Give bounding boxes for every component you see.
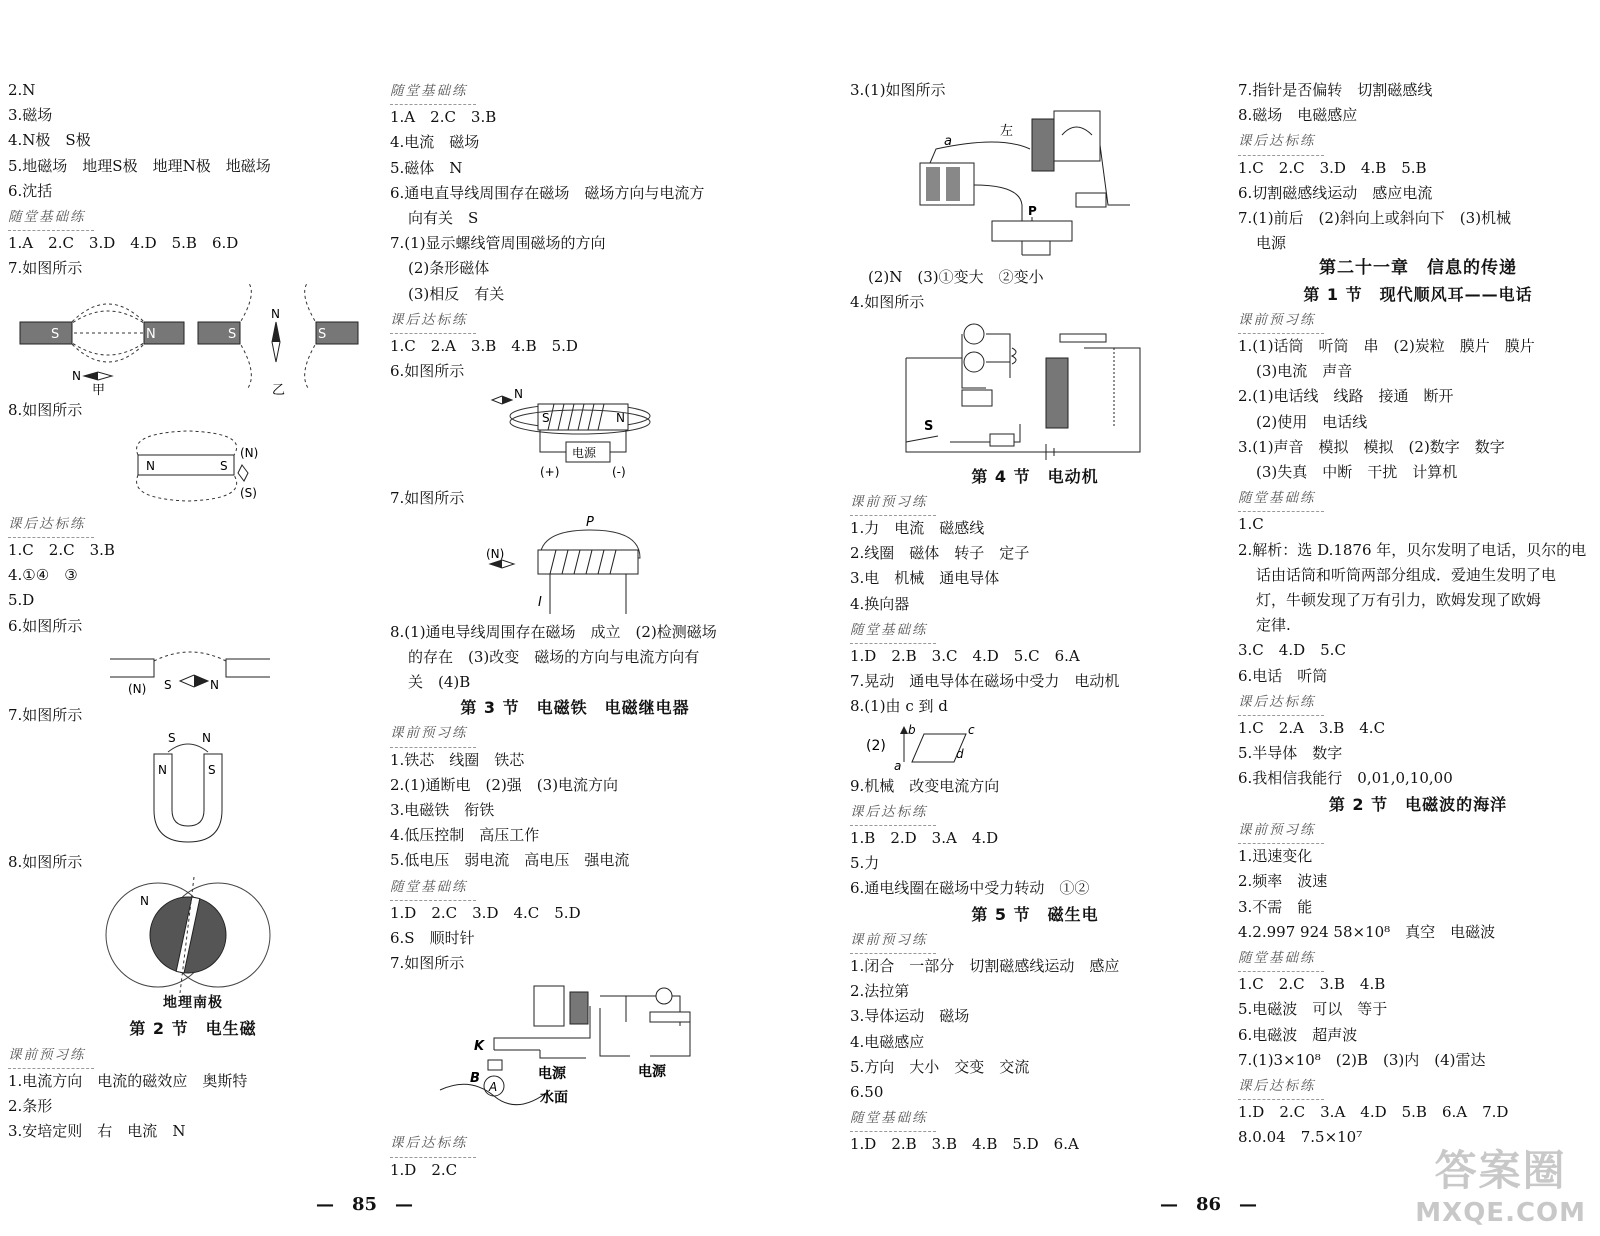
pole-label: (N) <box>486 546 505 561</box>
figure-earth <box>8 877 378 993</box>
figure-8-bar-magnet <box>8 425 378 509</box>
pole-label: S <box>164 677 172 692</box>
answer-line: 6.电磁波 超声波 <box>1238 1025 1358 1044</box>
answer-block <box>1238 716 1598 792</box>
answer-line: 3.电磁铁 衔铁 <box>390 801 495 820</box>
answer-line: 3.不需 能 <box>1238 897 1313 916</box>
point-label: c <box>968 722 975 737</box>
answer-line: 1.D 2.C 3.D 4.C 5.D <box>390 903 581 922</box>
answer-line: (3)电流 声音 <box>1256 362 1353 381</box>
pole-label: N <box>616 411 625 426</box>
column-1 <box>8 78 378 1144</box>
power-label: 电源 <box>572 446 597 461</box>
answer-block <box>1238 334 1598 359</box>
answer-line: 电源 <box>1256 234 1287 253</box>
answer-block <box>390 620 760 645</box>
answer-line: 7.如图所示 <box>390 489 465 508</box>
answer-block <box>8 78 378 204</box>
page-number-right: — 86 — <box>1160 1194 1258 1215</box>
answer-line: 6.沈括 <box>8 181 53 200</box>
answer-line: 6.50 <box>850 1083 884 1102</box>
answer-line: 1.(1)话筒 听筒 串 (2)炭粒 膜片 膜片 <box>1238 337 1535 356</box>
answer-block <box>390 901 760 977</box>
answer-line: 3.电 机械 通电导体 <box>850 569 1000 588</box>
answer-block <box>1238 384 1598 409</box>
pole-label: N <box>202 731 211 746</box>
answer-block <box>1238 512 1598 562</box>
answer-line: 7.如图所示 <box>8 705 83 724</box>
answer-block <box>390 256 760 306</box>
answer-line: 1.D 2.C <box>390 1160 458 1179</box>
answer-block <box>850 265 1220 290</box>
terminal-label: (+) <box>540 465 560 480</box>
section-label: 随堂基础练 <box>1238 946 1324 972</box>
answer-block <box>1238 844 1598 945</box>
answer-line: 7.(1)显示螺线管周围磁场的方向 <box>390 234 606 253</box>
answer-line: 灯，牛顿发现了万有引力，欧姆发现了欧姆 <box>1256 591 1542 610</box>
answer-block <box>850 774 1220 799</box>
answer-line: 5.电磁波 可以 等于 <box>1238 1000 1388 1019</box>
answer-line: 6.如图所示 <box>390 362 465 381</box>
figure-8-loop <box>850 722 1220 772</box>
section-label: 随堂基础练 <box>850 618 936 644</box>
answer-line: 6.电话 听筒 <box>1238 666 1328 685</box>
answer-block <box>850 290 1220 315</box>
pole-label: N <box>514 387 523 402</box>
figure-caption: 地理南极 <box>163 995 223 1012</box>
section-label: 课后达标练 <box>8 512 94 538</box>
section-label: 随堂基础练 <box>8 205 94 231</box>
answer-line: 3.导体运动 磁场 <box>850 1007 970 1026</box>
answer-line: 的存在 (3)改变 磁场的方向与电流方向有 <box>408 647 700 666</box>
pole-label: (N) <box>128 681 147 696</box>
figure-6-solenoid <box>390 386 760 484</box>
pole-label: S <box>228 326 237 342</box>
section-label: 随堂基础练 <box>390 79 476 105</box>
answer-line: 4.换向器 <box>850 594 910 613</box>
answer-line: 7.如图所示 <box>8 259 83 278</box>
answer-line: 2.N <box>8 81 36 99</box>
answer-line: 5.低电压 弱电流 高电压 强电流 <box>390 851 630 870</box>
answer-block <box>850 1132 1220 1157</box>
pole-label: S <box>220 458 228 473</box>
answer-block <box>1238 460 1598 485</box>
answer-line: 8.如图所示 <box>8 400 83 419</box>
pole-label: S <box>542 411 550 426</box>
column-4 <box>1238 78 1598 1151</box>
answer-line: 1.B 2.D 3.A 4.D <box>850 829 999 848</box>
answer-block <box>1238 78 1598 128</box>
answer-block <box>850 826 1220 902</box>
answer-line: 4.电流 磁场 <box>390 133 480 152</box>
answer-line: 5.D <box>8 591 35 610</box>
answer-line: 8.如图所示 <box>8 853 83 872</box>
power-label: 电源 <box>638 1064 666 1081</box>
answer-block <box>390 1158 760 1183</box>
answer-line: 1.A 2.C 3.B <box>390 108 497 127</box>
answer-line: 4.N极 S极 <box>8 131 91 150</box>
answer-line: 6.通电直导线周围存在磁场 磁场方向与电流方 <box>390 183 705 202</box>
answer-block <box>390 231 760 256</box>
pole-label: (S) <box>240 485 257 500</box>
section-heading: 第 1 节 现代顺风耳——电话 <box>1303 284 1533 304</box>
section-label: 课后达标练 <box>390 1131 476 1157</box>
figure-7-solenoid <box>390 514 760 618</box>
answer-line: 8.磁场 电磁感应 <box>1238 106 1358 125</box>
current-label: I <box>538 594 542 610</box>
answer-block <box>1238 231 1598 256</box>
answer-line: 1.C 2.A 3.B 4.B 5.D <box>390 337 578 356</box>
answer-line: 6.如图所示 <box>8 616 83 635</box>
answer-line: 7.(1)3×10⁸ (2)B (3)内 (4)雷达 <box>1238 1050 1486 1069</box>
meter-label: A <box>489 1080 498 1095</box>
answer-line: 1.力 电流 磁感线 <box>850 519 985 538</box>
answer-line: 7.如图所示 <box>390 954 465 973</box>
answer-block <box>1238 410 1598 435</box>
figure-7-magnets <box>8 284 378 396</box>
answer-block <box>8 398 378 423</box>
answer-block <box>390 206 760 231</box>
point-label: d <box>956 746 964 761</box>
answer-line: (3)相反 有关 <box>408 284 505 303</box>
point-label: P <box>586 514 594 530</box>
answer-line: 3.磁场 <box>8 106 53 125</box>
answer-line: 8.(1)由 c 到 d <box>850 697 948 716</box>
section-label: 课后达标练 <box>850 800 936 826</box>
switch-label: K <box>474 1039 485 1055</box>
chapter-heading: 第二十一章 信息的传递 <box>1319 258 1517 279</box>
needle-label: N <box>72 368 81 383</box>
answer-line: 6.S 顺时针 <box>390 929 475 948</box>
section-label: 课前预习练 <box>8 1043 94 1069</box>
answer-block <box>8 850 378 875</box>
answer-line: 1.迅速变化 <box>1238 847 1313 866</box>
answer-line: 1.C 2.A 3.B 4.C <box>1238 719 1386 738</box>
answer-block <box>1238 563 1598 639</box>
answer-line: 7.(1)前后 (2)斜向上或斜向下 (3)机械 <box>1238 209 1512 228</box>
answer-block <box>390 748 760 874</box>
answer-line: 7.晃动 通电导体在磁场中受力 电动机 <box>850 672 1120 691</box>
page-number-left: — 85 — <box>316 1194 414 1215</box>
answer-line: 3.安培定则 右 电流 N <box>8 1122 186 1141</box>
answer-line: 2.(1)通断电 (2)强 (3)电流方向 <box>390 775 619 794</box>
answer-line: 4.如图所示 <box>850 293 925 312</box>
answer-line: 1.电流方向 电流的磁效应 奥斯特 <box>8 1071 248 1090</box>
section-label: 随堂基础练 <box>1238 486 1324 512</box>
point-label: a <box>944 134 952 150</box>
section-label: 课前预习练 <box>1238 308 1324 334</box>
answer-line: 1.C 2.C 3.D 4.B 5.B <box>1238 158 1427 177</box>
point-label: a <box>894 758 902 772</box>
answer-block <box>1238 435 1598 460</box>
answer-line: (2)使用 电话线 <box>1256 412 1368 431</box>
figure-u-magnet <box>8 730 378 848</box>
answer-line: 2.线圈 磁体 转子 定子 <box>850 544 1030 563</box>
point-label: b <box>908 722 916 737</box>
section-heading: 第 4 节 电动机 <box>971 466 1099 486</box>
pole-label: N <box>146 326 156 342</box>
answer-line: 向有关 S <box>408 209 479 228</box>
answer-line: 2.(1)电话线 线路 接通 断开 <box>1238 387 1454 406</box>
answer-line: 1.铁芯 线圈 铁芯 <box>390 750 525 769</box>
needle-label: N <box>271 306 280 321</box>
section-label: 课前预习练 <box>850 928 936 954</box>
answer-line: 4.2.997 924 58×10⁸ 真空 电磁波 <box>1238 922 1496 941</box>
answer-line: 1.D 2.C 3.A 4.D 5.B 6.A 7.D <box>1238 1103 1509 1122</box>
answer-block <box>850 78 1220 103</box>
answer-line: 6.切割磁感线运动 感应电流 <box>1238 183 1433 202</box>
terminal-label: (-) <box>612 465 626 480</box>
direction-label: 左 <box>1000 124 1014 140</box>
answer-block <box>850 954 1220 1105</box>
answer-line: 3.C 4.D 5.C <box>1238 641 1346 660</box>
answer-line: 1.D 2.B 3.B 4.B 5.D 6.A <box>850 1135 1079 1154</box>
pole-label: S <box>208 763 216 778</box>
pole-label: N <box>146 458 155 473</box>
section-label: 课前预习练 <box>850 490 936 516</box>
section-label: 课后达标练 <box>390 308 476 334</box>
answer-line: 定律. <box>1256 616 1291 635</box>
answer-line: 8.(1)通电导线周围存在磁场 成立 (2)检测磁场 <box>390 622 717 641</box>
pole-label: S <box>318 326 327 342</box>
section-label: 课后达标练 <box>1238 1074 1324 1100</box>
caption-jia: 甲 <box>92 382 106 396</box>
answer-block <box>1238 359 1598 384</box>
answer-block <box>8 1069 378 1145</box>
answer-line: 2.法拉第 <box>850 982 910 1001</box>
figure-6-magnets <box>8 641 378 701</box>
caption-yi: 乙 <box>272 382 286 396</box>
power-label: 电源 <box>538 1066 566 1083</box>
answer-line: 4.低压控制 高压工作 <box>390 826 540 845</box>
answer-block <box>1238 972 1598 1073</box>
answer-line: 1.C <box>1238 515 1264 534</box>
part-label: (2) <box>866 737 886 754</box>
answer-line: 3.(1)如图所示 <box>850 81 946 99</box>
answer-line: 9.机械 改变电流方向 <box>850 776 1000 795</box>
watermark-logo <box>1415 1138 1586 1228</box>
answer-line: 4.电磁感应 <box>850 1032 925 1051</box>
section-label: 课后达标练 <box>1238 690 1324 716</box>
answer-block <box>390 645 760 695</box>
pole-label: S <box>168 731 176 746</box>
answer-line: 关 (4)B <box>408 673 471 692</box>
pole-label: N <box>210 677 219 692</box>
answer-line: 5.力 <box>850 854 880 873</box>
answer-line: 2.条形 <box>8 1097 53 1116</box>
pole-label: S <box>51 326 60 342</box>
answer-line: 1.D 2.B 3.C 4.D 5.C 6.A <box>850 647 1080 666</box>
point-label: P <box>1028 204 1037 219</box>
answer-line: 5.磁体 N <box>390 158 463 177</box>
answer-line: 5.半导体 数字 <box>1238 744 1343 763</box>
answer-block <box>1238 638 1598 688</box>
column-2 <box>390 78 760 1183</box>
answer-block <box>390 334 760 384</box>
answer-block <box>850 644 1220 720</box>
point-label: B <box>470 1071 480 1087</box>
pole-label: N <box>140 894 149 909</box>
figure-4-circuit <box>850 318 1220 462</box>
pole-label: N <box>158 763 167 778</box>
answer-line: 话由话筒和听筒两部分组成．爱迪生发明了电 <box>1256 565 1557 584</box>
answer-line: (2)N (3)①变大 ②变小 <box>868 268 1044 287</box>
watermark-url: MXQE.COM <box>1415 1198 1586 1228</box>
section-label: 课后达标练 <box>1238 129 1324 155</box>
answer-block <box>1238 156 1598 232</box>
section-label: 随堂基础练 <box>390 875 476 901</box>
figure-relay-circuit <box>390 978 760 1128</box>
answer-line: 6.我相信我能行 0,01,0,10,00 <box>1238 769 1453 788</box>
section-label: 随堂基础练 <box>850 1106 936 1132</box>
section-heading: 第 3 节 电磁铁 电磁继电器 <box>460 698 690 718</box>
answer-line: 8.0.04 7.5×10⁷ <box>1238 1128 1363 1147</box>
section-label: 课前预习练 <box>1238 818 1324 844</box>
answer-line: 1.闭合 一部分 切割磁感线运动 感应 <box>850 957 1120 976</box>
answer-block <box>8 703 378 728</box>
section-heading: 第 2 节 电磁波的海洋 <box>1328 794 1508 814</box>
section-heading: 第 2 节 电生磁 <box>129 1019 257 1039</box>
answer-line: 2.频率 波速 <box>1238 872 1328 891</box>
answer-line: 7.指针是否偏转 切割磁感线 <box>1238 81 1433 99</box>
answer-line: 1.C 2.C 3.B 4.B <box>1238 975 1386 994</box>
answer-block <box>8 538 378 639</box>
answer-block <box>8 231 378 281</box>
answer-line: 3.(1)声音 模拟 模拟 (2)数字 数字 <box>1238 437 1505 456</box>
section-label: 课前预习练 <box>390 721 476 747</box>
answer-block <box>850 516 1220 617</box>
answer-line: (3)失真 中断 干扰 计算机 <box>1256 463 1458 482</box>
answer-line: 5.地磁场 地理S极 地理N极 地磁场 <box>8 156 271 175</box>
answer-line: (2)条形磁体 <box>408 259 490 278</box>
answer-block <box>390 105 760 206</box>
answer-line: 4.①④ ③ <box>8 566 78 585</box>
switch-label: S <box>924 418 934 434</box>
answer-line: 1.A 2.C 3.D 4.D 5.B 6.D <box>8 234 239 253</box>
answer-line: 2.解析：选 D.1876 年，贝尔发明了电话，贝尔的电 <box>1238 540 1587 559</box>
pole-label: (N) <box>240 445 259 460</box>
answer-line: 6.通电线圈在磁场中受力转动 ①② <box>850 879 1090 898</box>
figure-3-circuit <box>850 105 1220 263</box>
answer-line: 1.C 2.C 3.B <box>8 541 115 560</box>
column-3 <box>850 78 1220 1158</box>
section-heading: 第 5 节 磁生电 <box>971 904 1099 924</box>
water-label: 水面 <box>540 1090 568 1107</box>
answer-block <box>390 486 760 511</box>
answer-line: 5.方向 大小 交变 交流 <box>850 1057 1030 1076</box>
watermark-text: 答案圈 <box>1434 1146 1567 1195</box>
